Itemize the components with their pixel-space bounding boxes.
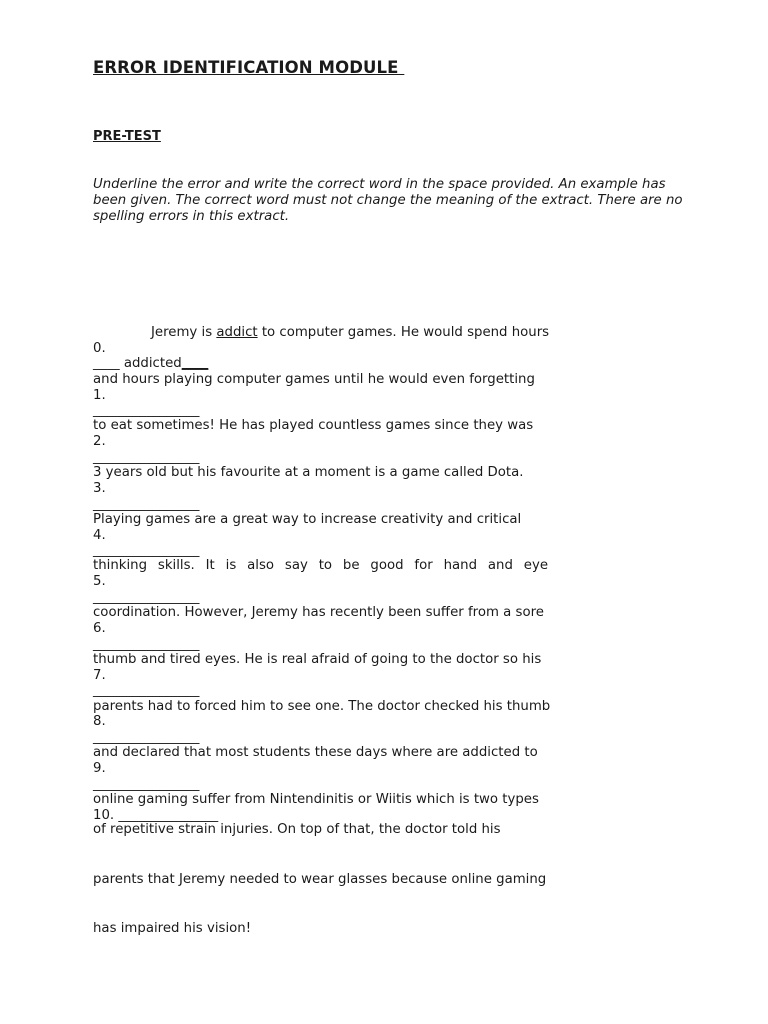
item-number-6: 6.	[93, 621, 106, 636]
passage-line-1: and hours playing computer games until he would even forgetting	[93, 372, 535, 387]
item-number-3: 3.	[93, 481, 106, 496]
passage-text: to computer games. He would spend hours	[257, 325, 550, 340]
answer-blank-4[interactable]: ________________	[93, 543, 200, 558]
answer-blank-2[interactable]: ________________	[93, 450, 200, 465]
passage-line-0	[93, 325, 549, 341]
passage-line-13: has impaired his vision!	[93, 921, 252, 936]
item-number-5: 5.	[93, 574, 106, 589]
item-number-1: 1.	[93, 388, 106, 403]
instructions-text: Underline the error and write the correct word in the space provided. An example has been given. The correct word must not change the meaning of the extract. There are no spelling errors in this extract.	[93, 177, 683, 224]
passage-line-9: and declared that most students these days where are addicted to	[93, 745, 538, 760]
passage-line-8: parents had to forced him to see one. The doctor checked his thumb	[93, 699, 551, 714]
answer-blank-5[interactable]: ________________	[93, 590, 200, 605]
document-title: ERROR IDENTIFICATION MODULE	[93, 58, 405, 77]
blank-suffix: ____	[181, 356, 209, 371]
item-number-8: 8.	[93, 714, 106, 729]
passage-line-2: to eat sometimes! He has played countless games since they was	[93, 418, 534, 433]
section-heading: PRE-TEST	[93, 129, 161, 144]
passage-line-10: online gaming suffer from Nintendinitis or Wiitis which is two types	[93, 792, 539, 807]
passage-line-6: coordination. However, Jeremy has recently been suffer from a sore	[93, 605, 544, 620]
passage-text: Jeremy is	[151, 325, 217, 340]
blank-prefix: ____	[93, 356, 124, 371]
example-answer-line	[93, 356, 208, 372]
passage-line-5: thinking skills. It is also say to be good for hand and eye	[93, 558, 548, 573]
item-number-0: 0.	[93, 341, 106, 356]
passage-line-11: of repetitive strain injuries. On top of that, the doctor told his	[93, 822, 501, 837]
answer-blank-1[interactable]: ________________	[93, 403, 200, 418]
passage-line-7: thumb and tired eyes. He is real afraid of going to the doctor so his	[93, 652, 542, 667]
answer-blank-9[interactable]: ________________	[93, 777, 200, 792]
answer-blank-3[interactable]: ________________	[93, 497, 200, 512]
passage-line-4: Playing games are a great way to increase creativity and critical	[93, 512, 522, 527]
passage-line-12: parents that Jeremy needed to wear glasses because online gaming	[93, 872, 547, 887]
answer-blank-10[interactable]: 10. _______________	[93, 808, 219, 823]
item-number-7: 7.	[93, 668, 106, 683]
item-number-2: 2.	[93, 434, 106, 449]
passage-line-3: 3 years old but his favourite at a moment is a game called Dota.	[93, 465, 524, 480]
item-number-4: 4.	[93, 528, 106, 543]
example-answer: addicted	[123, 356, 182, 371]
answer-blank-8[interactable]: ________________	[93, 730, 200, 745]
answer-blank-7[interactable]: ________________	[93, 683, 200, 698]
item-number-9: 9.	[93, 761, 106, 776]
example-error-word: addict	[216, 325, 258, 340]
answer-blank-6[interactable]: ________________	[93, 637, 200, 652]
